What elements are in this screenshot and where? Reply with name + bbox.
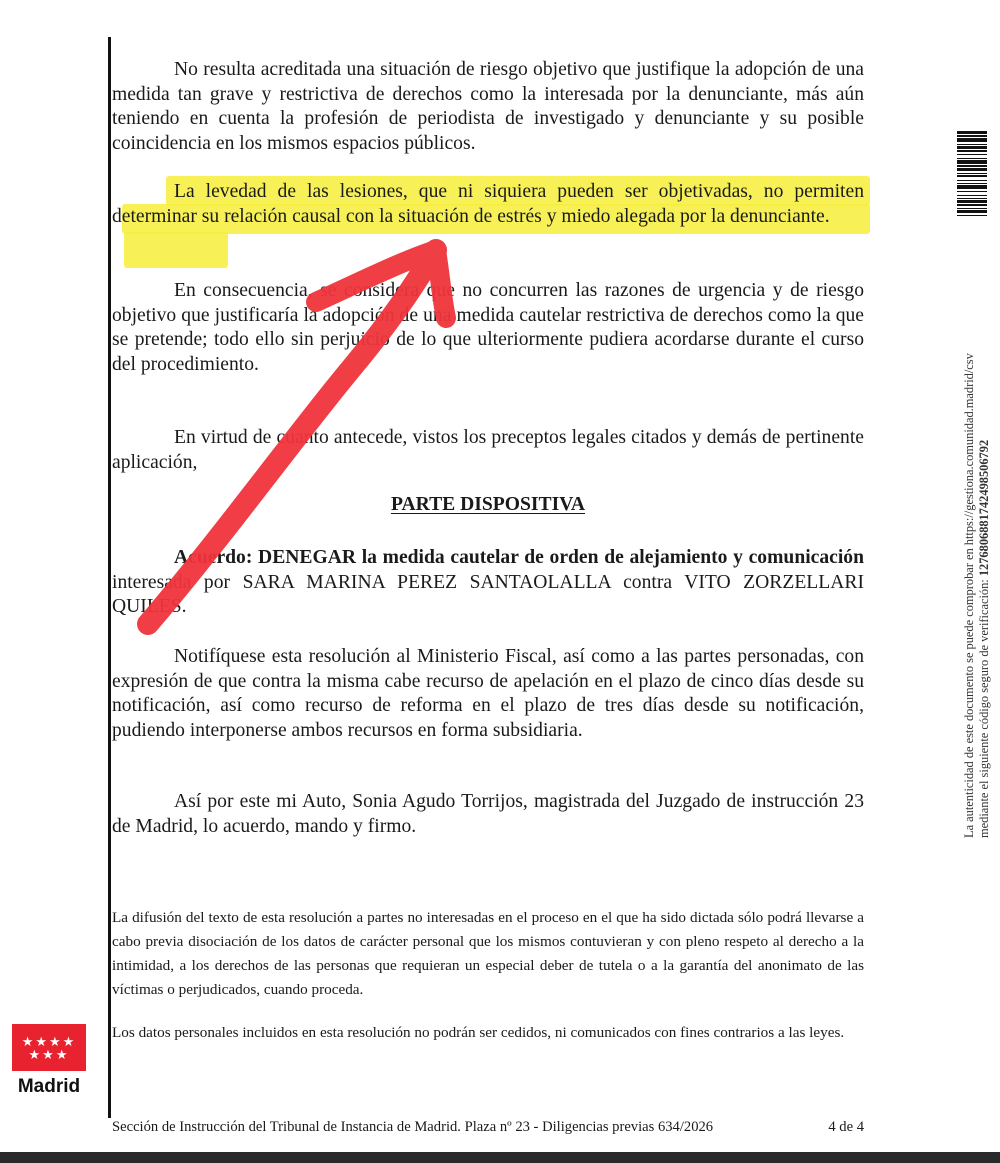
highlighted-paragraph-text: La levedad de las lesiones, que ni siquiera pueden ser objetivadas, no permiten determinar su relación causal con la situación de estrés y miedo alegada por la denunciante. [112,181,864,227]
highlight-mark [124,232,228,268]
bottom-edge [0,1152,1000,1163]
margin-rule [108,37,111,1118]
paragraph-firma [112,790,864,839]
madrid-logo [12,1024,86,1071]
acuerdo-lead: Acuerdo: DENEGAR la medida cautelar de orden de alejamiento y comunicación [174,547,864,568]
heading-text: PARTE DISPOSITIVA [390,494,586,515]
paragraph-acuerdo [112,546,864,620]
paragraph-consecuencia [112,279,864,377]
notice-difusion [112,906,864,1002]
verification-line-2 [977,353,992,838]
verification-prefix: mediante el siguiente código seguro de verificación: [977,576,991,838]
paragraph-text: Notifíquese esta resolución al Ministerio Fiscal, así como a las partes personadas, con expresión de que contra la misma cabe recurso de apelación en el plazo de cinco días desde su notificación, así como recurso de reforma en el plazo de tres días desde su notificación, pudiendo interponerse ambos recursos en forma subsidiaria. [112,646,864,741]
paragraph-levedad [112,180,864,229]
paragraph-text: En consecuencia, se considera que no concurren las razones de urgencia y de riesgo objetivo que justificaría la adopción de una medida cautelar restrictiva de derechos como la que se pretende; todo ello sin perjuicio de lo que ulteriormente pudiera acordarse durante el curso del procedimiento. [112,280,864,375]
stars-icon: ★★★★ [21,1033,77,1049]
paragraph-virtud [112,426,864,475]
paragraph-riesgo [112,58,864,156]
csv-code: 1276806881742498506792 [977,439,991,577]
stars-icon: ★★★ [28,1046,70,1062]
notice-text: La difusión del texto de esta resolución a partes no interesadas en el proceso en el que ha sido dictada sólo podrá llevarse a cabo previa disociación de los datos de carácter personal que los mismos contuvieran y con pleno respeto al derecho a la intimidad, a los derechos de las personas que requieran un especial deber de tutela o a la garantía del anonimato de las víctimas o perjudicados, cuando proceda. [112,909,864,998]
paragraph-text: No resulta acreditada una situación de riesgo objetivo que justifique la adopción de una medida tan grave y restrictiva de derechos como la interesada por la denunciante, más aún teniendo en cuenta la profesión de periodista de investigado y denunciante y su posible coincidencia en los mismos espacios públicos. [112,59,864,154]
logo-label: Madrid [17,1076,81,1097]
verification-text [962,353,992,838]
court-reference: Sección de Instrucción del Tribunal de Instancia de Madrid. Plaza nº 23 - Diligencias previas 634/2026 [112,1119,714,1135]
barcode-icon [957,131,987,287]
notice-datos [112,1021,864,1045]
paragraph-text: Así por este mi Auto, Sonia Agudo Torrijos, magistrada del Juzgado de instrucción 23 de Madrid, lo acuerdo, mando y firmo. [112,791,864,837]
paragraph-text: En virtud de cuanto antecede, vistos los preceptos legales citados y demás de pertinente aplicación, [112,427,864,473]
verification-line-1: La autenticidad de este documento se puede comprobar en https://gestiona.comunidad.madrid/csv [962,353,976,838]
page-footer [112,1119,864,1136]
paragraph-notificacion [112,645,864,743]
acuerdo-text [112,546,864,620]
acuerdo-rest: interesada por SARA MARINA PEREZ SANTAOLALLA contra VITO ZORZELLARI QUILES. [112,571,864,618]
section-heading [112,494,864,516]
notice-text: Los datos personales incluidos en esta resolución no podrán ser cedidos, ni comunicados con fines contrarios a las leyes. [112,1024,845,1041]
page-indicator: 4 de 4 [828,1119,864,1135]
